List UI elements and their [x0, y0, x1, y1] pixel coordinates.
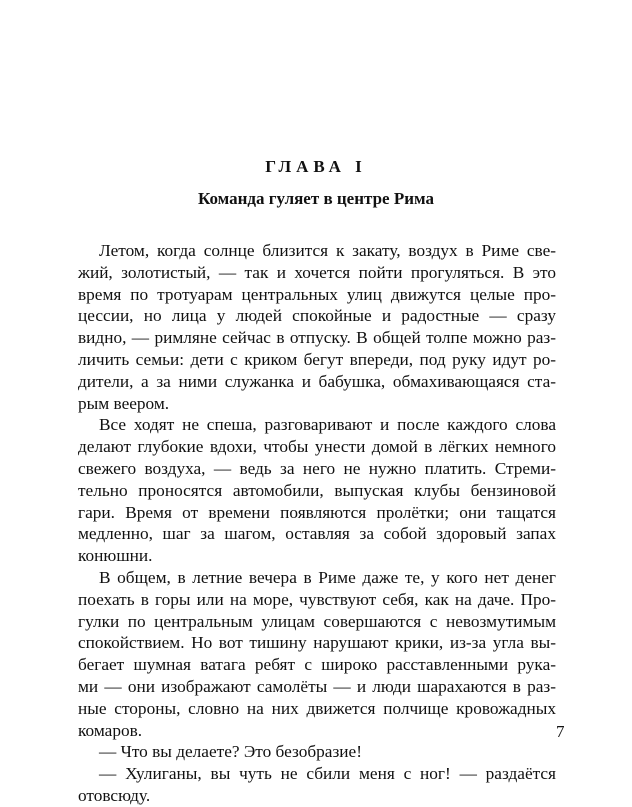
text-line: гулки по центральным улицам совершаются с невозмутимым: [78, 611, 556, 631]
text-line: ные стороны, словно на них движется полчище кровожадных: [78, 698, 556, 718]
text-line: дители, а за ними служанка и бабушка, обмахивающаяся ста-: [78, 371, 556, 391]
text-line: — Что вы делаете? Это безобразие!: [99, 742, 362, 762]
text-line: Летом, когда солнце близится к закату, воздух в Риме све-: [99, 241, 556, 260]
text-line: медленно, шаг за шагом, оставляя за собой здоровый запах: [78, 524, 556, 544]
chapter-title: Команда гуляет в центре Рима: [198, 189, 434, 208]
chapter-label: ГЛАВА I: [265, 157, 367, 176]
text-line: спокойствием. Но вот тишину нарушают крики, из-за угла вы-: [78, 633, 556, 653]
text-line: поехать в горы или на море, чувствуют себя, как на даче. Про-: [78, 589, 556, 609]
text-line: видно, — римляне сейчас в отпуску. В общей толпе можно раз-: [78, 328, 556, 348]
text-line: свежего воздуха, — ведь за него не нужно платить. Стреми-: [78, 458, 556, 478]
text-line: жий, золотистый, — так и хочется пойти прогуляться. В это: [78, 262, 556, 282]
text-line: бегает шумная ватага ребят с широко расставленными рука-: [78, 655, 556, 675]
text-line: В общем, в летние вечера в Риме даже те, у кого нет денег: [99, 567, 556, 587]
text-line: Все ходят не спеша, разговаривают и после каждого слова: [99, 415, 556, 435]
text-line: рым веером.: [78, 393, 170, 413]
text-line: время по тротуарам центральных улиц движутся целые про-: [78, 284, 556, 304]
text-line: ми — они изображают самолёты — и люди шарахаются в раз-: [78, 676, 556, 696]
text-line: личить семьи: дети с криком бегут впереди, под руку идут ро-: [78, 349, 556, 369]
text-line: конюшни.: [78, 546, 153, 566]
page-number: 7: [556, 722, 565, 741]
text-line: тельно проносятся автомобили, выпуская клубы бензиновой: [78, 480, 556, 500]
text-line: делают глубокие вдохи, чтобы унести домой в лёгких немного: [78, 437, 556, 457]
text-line: гари. Время от времени появляются пролётки; они тащатся: [78, 502, 556, 522]
body-text: [78, 240, 556, 807]
text-line: отовсюду.: [78, 785, 151, 805]
text-line: комаров.: [78, 720, 143, 740]
text-line: — Хулиганы, вы чуть не сбили меня с ног! — раздаётся: [99, 764, 556, 784]
text-line: цессии, но лица у людей спокойные и радостные — сразу: [78, 306, 556, 326]
